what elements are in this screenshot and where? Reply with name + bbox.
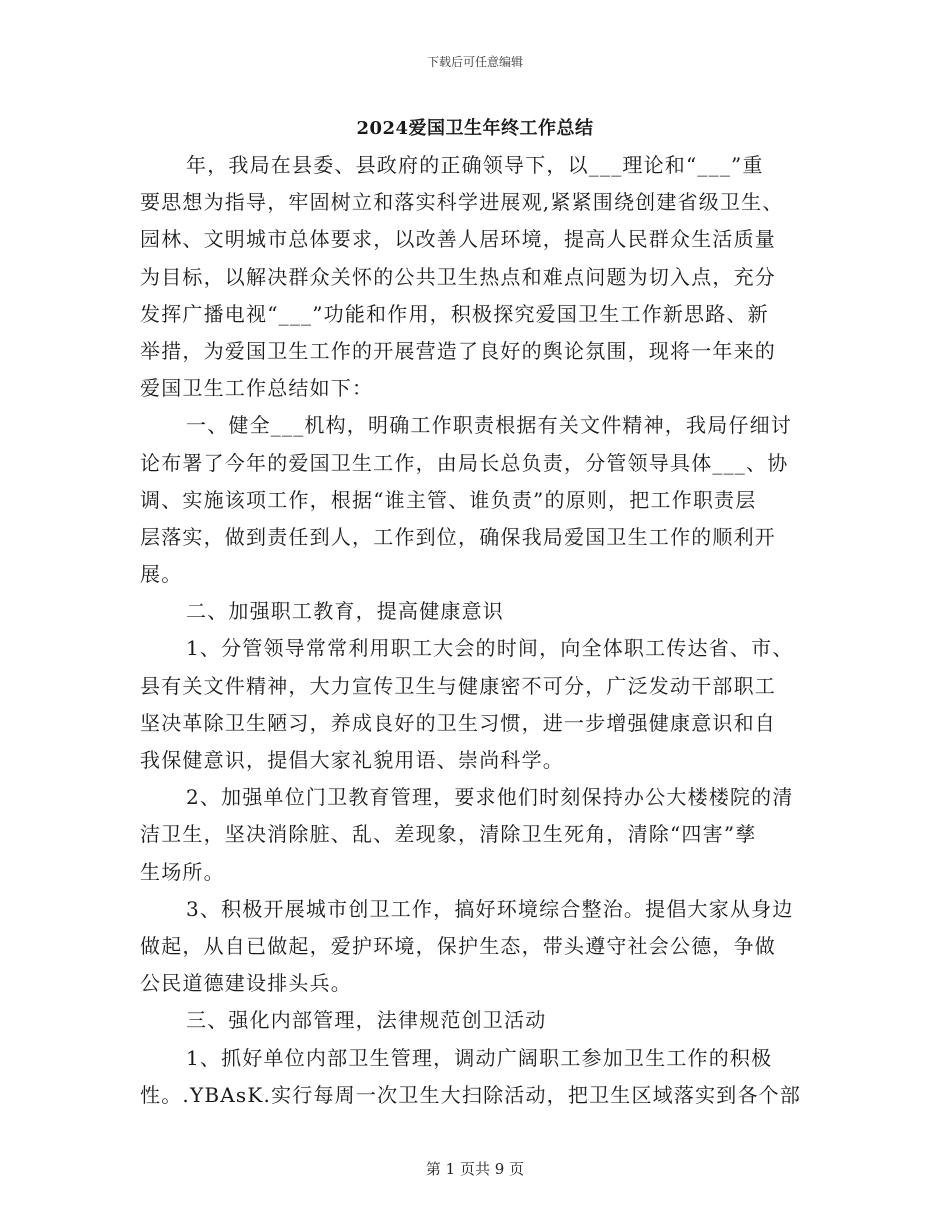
page-header-note: 下载后可任意编辑 — [426, 55, 523, 69]
body-text-line: 性。.YBAsK.实行每周一次卫生大扫除活动，把卫生区域落实到各个部 — [140, 1082, 802, 1107]
body-text-line: 爱国卫生工作总结如下： — [140, 376, 374, 401]
body-text-line: 一、健全___机构，明确工作职责根据有关文件精神，我局仔细讨 — [186, 413, 792, 438]
body-text-line: 调、实施该项工作，根据“谁主管、谁负责”的原则，把工作职责层 — [140, 487, 757, 512]
body-text-line: 举措，为爱国卫生工作的开展营造了良好的舆论氛围，现将一年来的 — [140, 338, 776, 363]
body-text-line: 做起，从自已做起，爱护环境，保护生态，带头遵守社会公德，争做 — [140, 933, 776, 958]
body-text-line: 我保健意识，提倡大家礼貌用语、崇尚科学。 — [140, 748, 564, 772]
body-text-line: 园林、文明城市总体要求，以改善人居环境，提高人民群众生活质量 — [140, 227, 776, 252]
body-text-line: 1、分管领导常常利用职工大会的时间，向全体职工传达省、市、 — [186, 636, 794, 661]
body-text-line: 层落实，做到责任到人，工作到位，确保我局爱国卫生工作的顺利开 — [140, 524, 776, 549]
document-body — [140, 147, 810, 1114]
body-text-line: 二、加强职工教育，提高健康意识 — [186, 599, 504, 624]
document-title: 2024爱国卫生年终工作总结 — [356, 118, 594, 139]
body-text-line: 坚决革除卫生陋习，养成良好的卫生习惯，进一步增强健康意识和自 — [140, 710, 776, 735]
body-text-line: 公民道德建设排头兵。 — [140, 971, 352, 996]
body-text-line: 1、抓好单位内部卫生管理，调动广阔职工参加卫生工作的积极 — [186, 1045, 773, 1070]
body-text-line: 生场所。 — [140, 859, 225, 884]
body-text-line: 发挥广播电视“___”功能和作用，积极探究爱国卫生工作新思路、新 — [140, 301, 769, 326]
body-text-line: 三、强化内部管理，法律规范创卫活动 — [186, 1008, 547, 1033]
body-text-line: 3、积极开展城市创卫工作，搞好环境综合整治。提倡大家从身边 — [186, 896, 794, 921]
page-footer: 第 1 页共 9 页 — [425, 1160, 525, 1178]
body-text-line: 论布署了今年的爱国卫生工作，由局长总负责，分管领导具体___、协 — [140, 450, 789, 475]
body-text-line: 洁卫生，坚决消除脏、乱、差现象，清除卫生死角，清除“四害”孳 — [140, 822, 757, 847]
body-text-line: 为目标，以解决群众关怀的公共卫生热点和难点问题为切入点，充分 — [140, 264, 776, 289]
body-text-line: 年，我局在县委、县政府的正确领导下，以___理论和“___”重 — [186, 153, 764, 177]
body-text-line: 要思想为指导，牢固树立和落实科学进展观,紧紧围绕创建省级卫生、 — [140, 190, 784, 215]
body-text-line: 展。 — [140, 562, 183, 587]
body-text-line: 县有关文件精神，大力宣传卫生与健康密不可分，广泛发动干部职工 — [140, 673, 776, 698]
body-text-line: 2、加强单位门卫教育管理，要求他们时刻保持办公大楼楼院的清 — [186, 785, 794, 810]
